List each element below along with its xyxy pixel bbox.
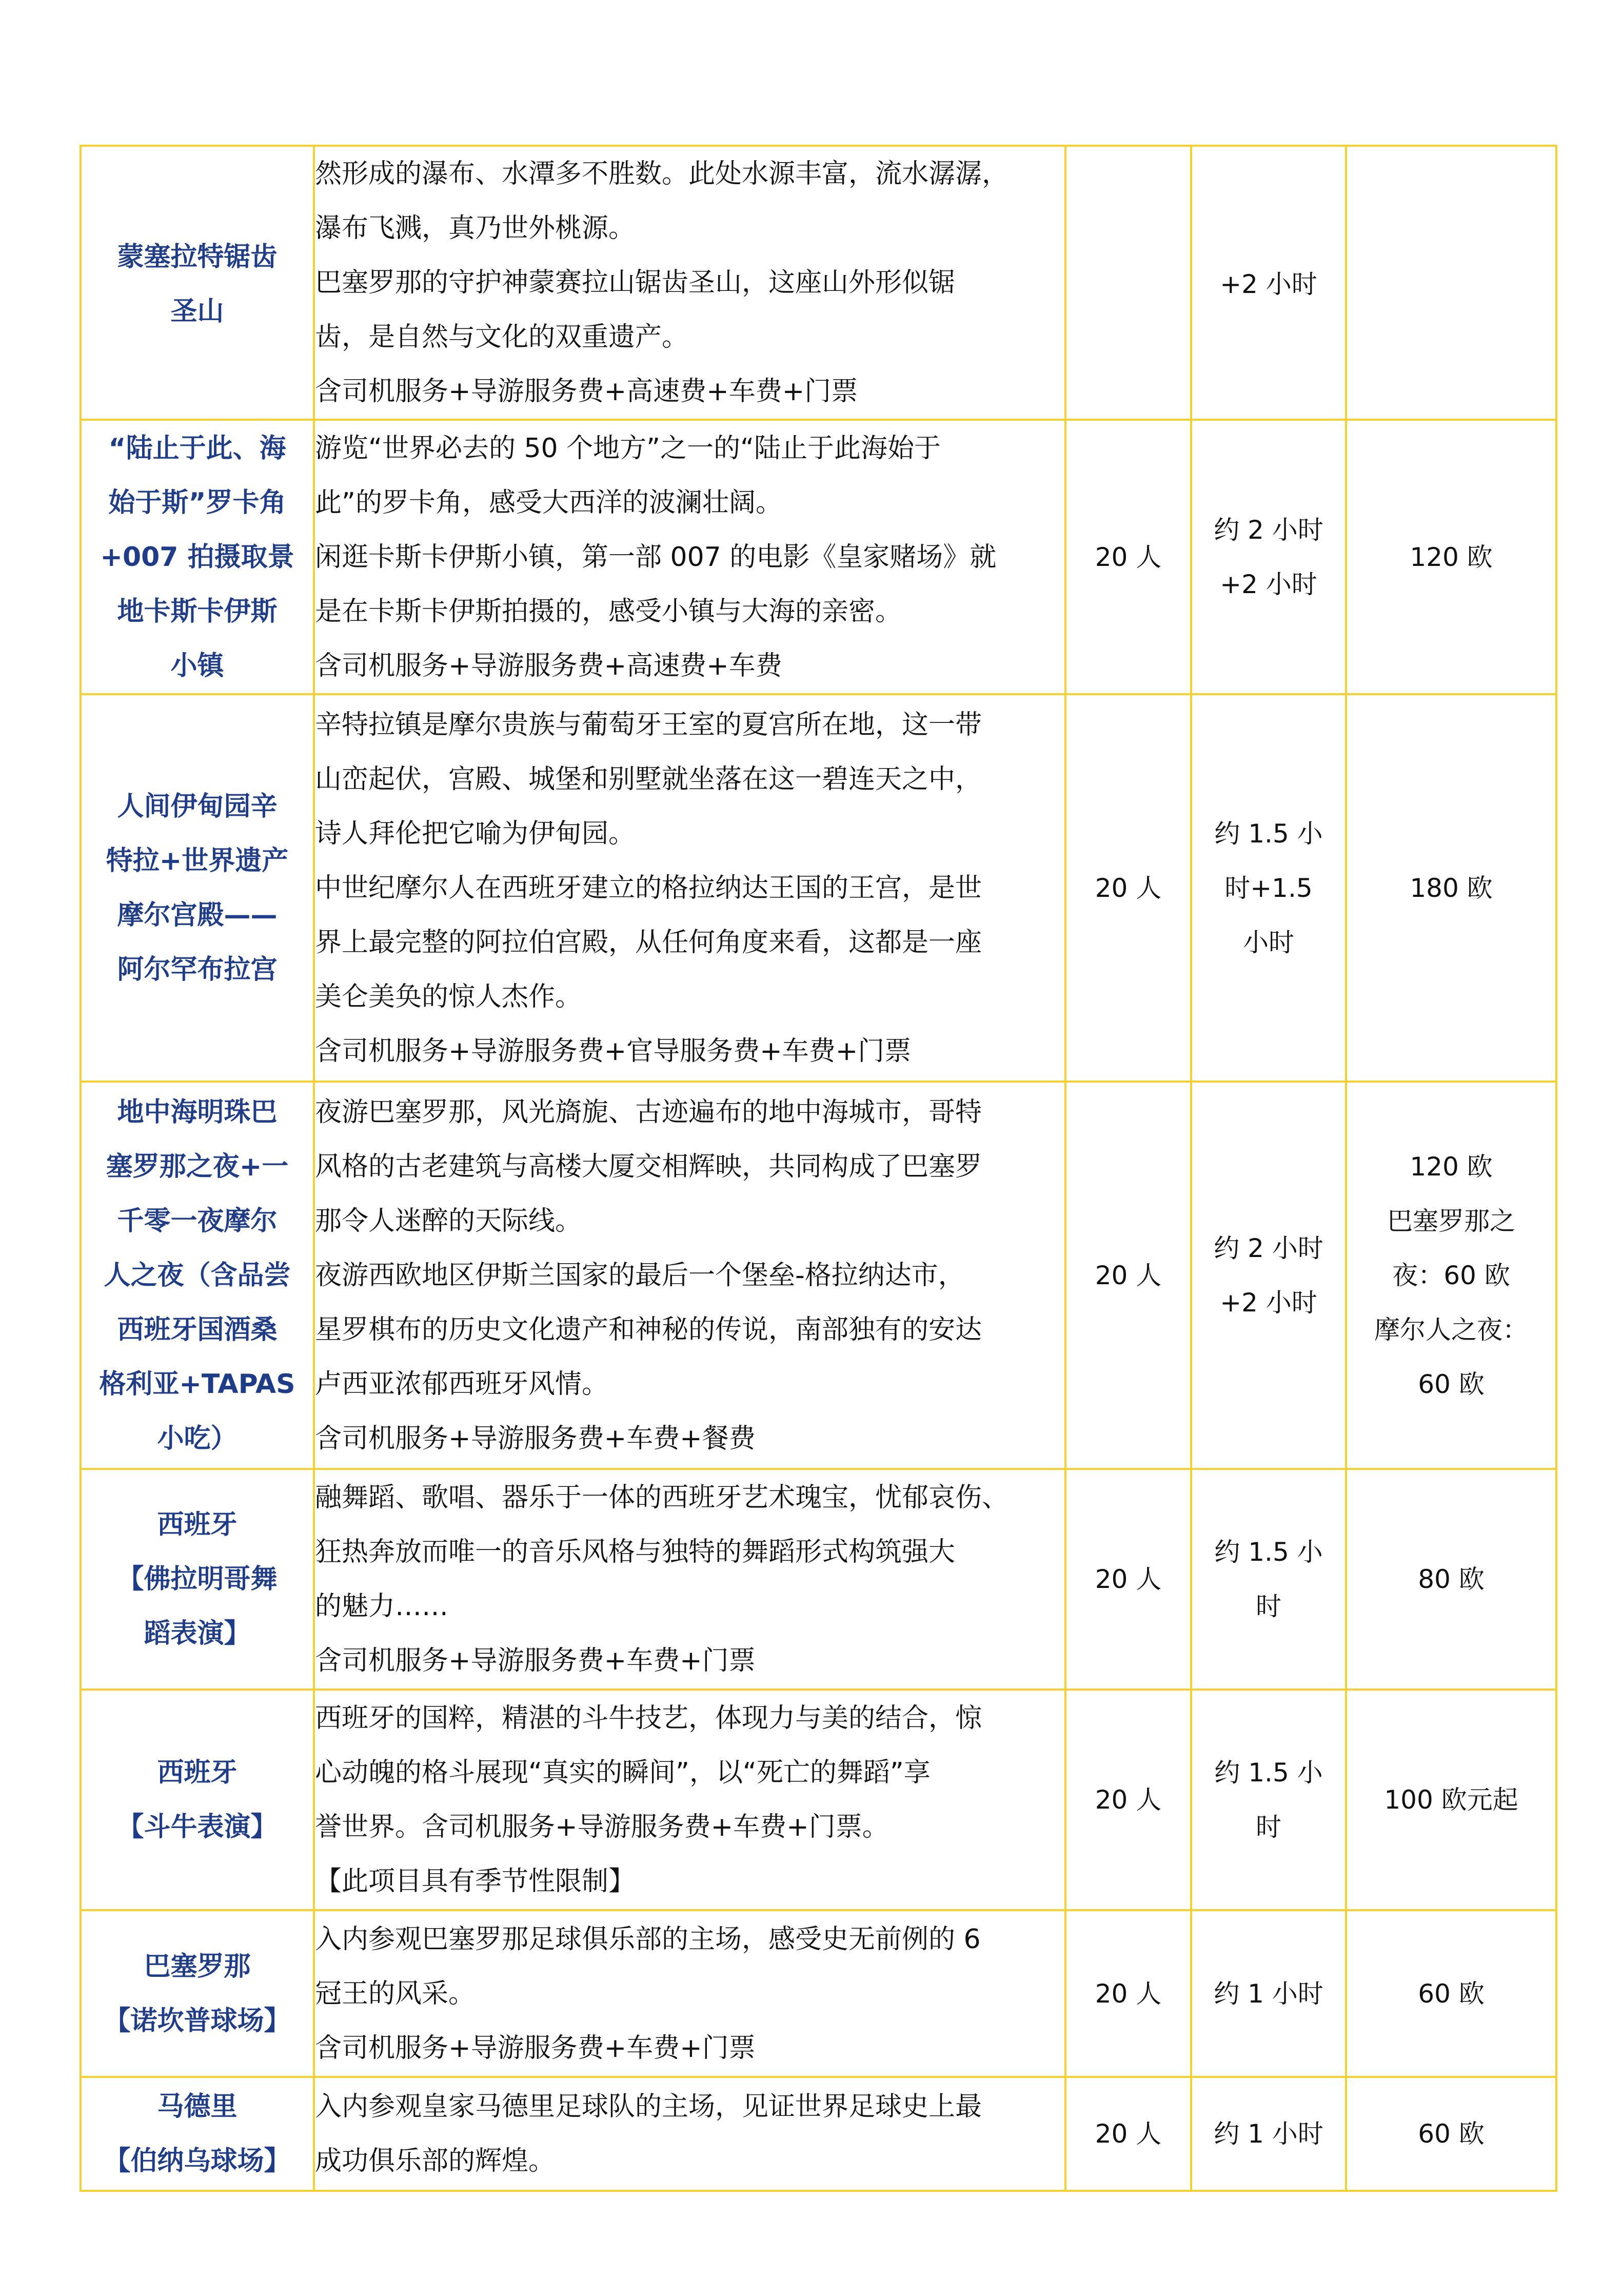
duration-line: +2 小时 (1220, 569, 1317, 599)
description-line: 闲逛卡斯卡伊斯小镇，第一部 007 的电影《皇家赌场》就 (315, 541, 997, 573)
price-cell (1346, 1690, 1556, 1910)
description-line: 星罗棋布的历史文化遗产和神秘的传说，南部独有的安达 (315, 1314, 982, 1345)
description-line: 西班牙的国粹，精湛的斗牛技艺，体现力与美的结合，惊 (315, 1703, 982, 1734)
item-name-cell (81, 1690, 314, 1910)
description-line: 融舞蹈、歌唱、器乐于一体的西班牙艺术瑰宝，忧郁哀伤、 (315, 1482, 1009, 1513)
duration-cell (1191, 2077, 1346, 2191)
description-line: 入内参观皇家马德里足球队的主场，见证世界足球史上最 (315, 2091, 982, 2122)
item-name-line: 蹈表演】 (144, 1618, 251, 1649)
description-line: 含司机服务+导游服务费+车费+门票 (315, 1645, 756, 1676)
item-name-line: 塞罗那之夜+一 (106, 1151, 289, 1182)
description-line: 成功俱乐部的辉煌。 (315, 2146, 556, 2176)
itinerary-table (80, 145, 1557, 2192)
price-cell (1346, 1910, 1556, 2077)
description-line: 中世纪摩尔人在西班牙建立的格拉纳达王国的王宫，是世 (315, 872, 982, 904)
duration-line: 小时 (1243, 927, 1294, 957)
duration-cell (1191, 1910, 1346, 2077)
description-cell (314, 1690, 1065, 1910)
description-line: 夜游西欧地区伊斯兰国家的最后一个堡垒-格拉纳达市， (315, 1260, 965, 1291)
price-line: 120 欧 (1410, 1151, 1493, 1182)
people-value: 20 人 (1095, 1785, 1162, 1815)
description-line: 此”的罗卡角，感受大西洋的波澜壮阔。 (315, 487, 782, 518)
duration-cell (1191, 1082, 1346, 1469)
description-line: 【此项目具有季节性限制】 (315, 1866, 636, 1897)
description-line: 界上最完整的阿拉伯宫殿，从任何角度来看，这都是一座 (315, 927, 982, 958)
price-line: 夜：60 欧 (1392, 1260, 1510, 1290)
people-cell (1065, 1469, 1191, 1690)
description-line: 是在卡斯卡伊斯拍摄的，感受小镇与大海的亲密。 (315, 596, 902, 627)
item-name-cell (81, 1910, 314, 2077)
description-line: 然形成的瀑布、水潭多不胜数。此处水源丰富，流水潺潺， (315, 159, 1009, 189)
people-cell (1065, 2077, 1191, 2191)
item-name-line: 小镇 (170, 650, 224, 681)
item-name-cell (81, 420, 314, 694)
price-line: 60 欧 (1418, 1369, 1485, 1399)
duration-cell (1191, 146, 1346, 420)
description-line: 夜游巴塞罗那，风光旖旎、古迹遍布的地中海城市，哥特 (315, 1096, 982, 1128)
description-line: 风格的古老建筑与高楼大厦交相辉映，共同构成了巴塞罗 (315, 1151, 982, 1182)
item-name-line: 小吃） (157, 1423, 238, 1454)
price-line: 60 欧 (1418, 1978, 1485, 2009)
people-cell (1065, 694, 1191, 1082)
item-name-cell (81, 1469, 314, 1690)
table-row (81, 420, 1556, 694)
price-cell (1346, 420, 1556, 694)
people-value: 20 人 (1095, 1978, 1162, 2009)
item-name-line: 蒙塞拉特锯齿 (117, 242, 278, 272)
description-line: 含司机服务+导游服务费+高速费+车费+门票 (315, 376, 858, 407)
people-cell (1065, 146, 1191, 420)
people-value: 20 人 (1095, 1564, 1162, 1594)
description-line: 巴塞罗那的守护神蒙赛拉山锯齿圣山，这座山外形似锯 (315, 267, 956, 298)
description-line: 含司机服务+导游服务费+高速费+车费 (315, 650, 782, 681)
duration-line: 约 1.5 小 (1214, 818, 1323, 849)
people-value: 20 人 (1095, 873, 1162, 903)
item-name-line: 圣山 (170, 296, 224, 327)
description-line: 瀑布飞溅，真乃世外桃源。 (315, 213, 636, 244)
item-name-line: 特拉+世界遗产 (106, 845, 289, 876)
duration-line: 约 1 小时 (1214, 2119, 1323, 2149)
description-cell (314, 1910, 1065, 2077)
item-name-line: 巴塞罗那 (144, 1951, 251, 1982)
duration-cell (1191, 694, 1346, 1082)
description-line: 心动魄的格斗展现“真实的瞬间”，以“死亡的舞蹈”享 (315, 1757, 931, 1788)
item-name-line: 【诺坎普球场】 (104, 2005, 291, 2036)
description-cell (314, 2077, 1065, 2191)
duration-line: 时+1.5 (1224, 873, 1313, 903)
price-cell (1346, 1469, 1556, 1690)
description-line: 游览“世界必去的 50 个地方”之一的“陆止于此海始于 (315, 433, 941, 464)
item-name-cell (81, 1082, 314, 1469)
people-value: 20 人 (1095, 542, 1162, 572)
price-line: 100 欧元起 (1384, 1785, 1518, 1815)
table-row (81, 1910, 1556, 2077)
duration-line: 约 1.5 小 (1214, 1758, 1323, 1788)
duration-line: +2 小时 (1220, 269, 1317, 299)
item-name-line: 阿尔罕布拉宫 (117, 954, 278, 985)
item-name-line: 【伯纳乌球场】 (104, 2146, 291, 2176)
table-row (81, 2077, 1556, 2191)
description-line: 诗人拜伦把它喻为伊甸园。 (315, 818, 636, 849)
description-line: 美仑美奂的惊人杰作。 (315, 981, 582, 1012)
duration-line: 约 2 小时 (1214, 1233, 1323, 1263)
description-line: 冠王的风采。 (315, 1978, 476, 2009)
item-name-line: +007 拍摄取景 (100, 541, 294, 573)
table-body (81, 146, 1556, 2191)
people-cell (1065, 1910, 1191, 2077)
item-name-line: 摩尔宫殿—— (117, 899, 278, 931)
item-name-cell (81, 146, 314, 420)
price-line: 80 欧 (1418, 1564, 1485, 1594)
price-line: 120 欧 (1410, 542, 1493, 572)
people-value: 20 人 (1095, 1260, 1162, 1290)
item-name-line: 西班牙 (157, 1757, 238, 1788)
duration-cell (1191, 1690, 1346, 1910)
duration-cell (1191, 1469, 1346, 1690)
duration-line: +2 小时 (1220, 1287, 1317, 1318)
item-name-line: 地中海明珠巴 (117, 1096, 278, 1128)
duration-line: 约 1.5 小 (1214, 1537, 1323, 1567)
item-name-line: 人之夜（含品尝 (104, 1260, 291, 1291)
item-name-line: “陆止于此、海 (108, 433, 286, 464)
description-line: 的魅力…… (315, 1591, 449, 1622)
price-cell (1346, 146, 1556, 420)
item-name-line: 马德里 (157, 2091, 238, 2122)
description-line: 齿，是自然与文化的双重遗产。 (315, 322, 689, 352)
table-row (81, 1690, 1556, 1910)
price-cell (1346, 694, 1556, 1082)
item-name-line: 西班牙 (157, 1509, 238, 1540)
item-name-cell (81, 2077, 314, 2191)
description-line: 狂热奔放而唯一的音乐风格与独特的舞蹈形式构筑强大 (315, 1537, 956, 1567)
price-cell (1346, 2077, 1556, 2191)
description-cell (314, 146, 1065, 420)
description-cell (314, 420, 1065, 694)
duration-line: 时 (1256, 1592, 1281, 1621)
description-cell (314, 1082, 1065, 1469)
description-cell (314, 694, 1065, 1082)
people-value: 20 人 (1095, 2119, 1162, 2149)
item-name-line: 地卡斯卡伊斯 (117, 596, 278, 627)
description-line: 那令人迷醉的天际线。 (315, 1205, 582, 1237)
description-line: 山峦起伏，宫殿、城堡和别墅就坐落在这一碧连天之中， (315, 763, 982, 795)
table-row (81, 146, 1556, 420)
people-cell (1065, 1690, 1191, 1910)
people-cell (1065, 1082, 1191, 1469)
item-name-line: 格利亚+TAPAS (99, 1368, 295, 1400)
duration-cell (1191, 420, 1346, 694)
item-name-cell (81, 694, 314, 1082)
people-cell (1065, 420, 1191, 694)
description-line: 誉世界。含司机服务+导游服务费+车费+门票。 (315, 1812, 889, 1842)
duration-line: 约 1 小时 (1214, 1978, 1323, 2009)
item-name-line: 西班牙国酒桑 (117, 1314, 278, 1345)
description-line: 含司机服务+导游服务费+车费+餐费 (315, 1423, 756, 1454)
description-line: 入内参观巴塞罗那足球俱乐部的主场，感受史无前例的 6 (315, 1924, 981, 1955)
description-line: 含司机服务+导游服务费+官导服务费+车费+门票 (315, 1035, 912, 1067)
description-cell (314, 1469, 1065, 1690)
table-row (81, 1082, 1556, 1469)
item-name-line: 始于斯”罗卡角 (108, 487, 286, 518)
item-name-line: 【斗牛表演】 (117, 1812, 278, 1842)
duration-line: 约 2 小时 (1214, 515, 1323, 545)
duration-line: 时 (1256, 1812, 1281, 1842)
price-line: 180 欧 (1410, 873, 1493, 903)
item-name-line: 千零一夜摩尔 (117, 1205, 278, 1237)
description-line: 辛特拉镇是摩尔贵族与葡萄牙王室的夏宫所在地，这一带 (315, 709, 982, 740)
description-line: 卢西亚浓郁西班牙风情。 (315, 1368, 609, 1400)
table-row (81, 1469, 1556, 1690)
description-line: 含司机服务+导游服务费+车费+门票 (315, 2032, 756, 2064)
price-line: 巴塞罗那之 (1387, 1206, 1515, 1236)
item-name-line: 【佛拉明哥舞 (117, 1564, 278, 1595)
price-line: 摩尔人之夜： (1374, 1314, 1528, 1345)
item-name-line: 人间伊甸园辛 (117, 791, 278, 822)
price-line: 60 欧 (1418, 2119, 1485, 2149)
price-cell (1346, 1082, 1556, 1469)
table-row (81, 694, 1556, 1082)
